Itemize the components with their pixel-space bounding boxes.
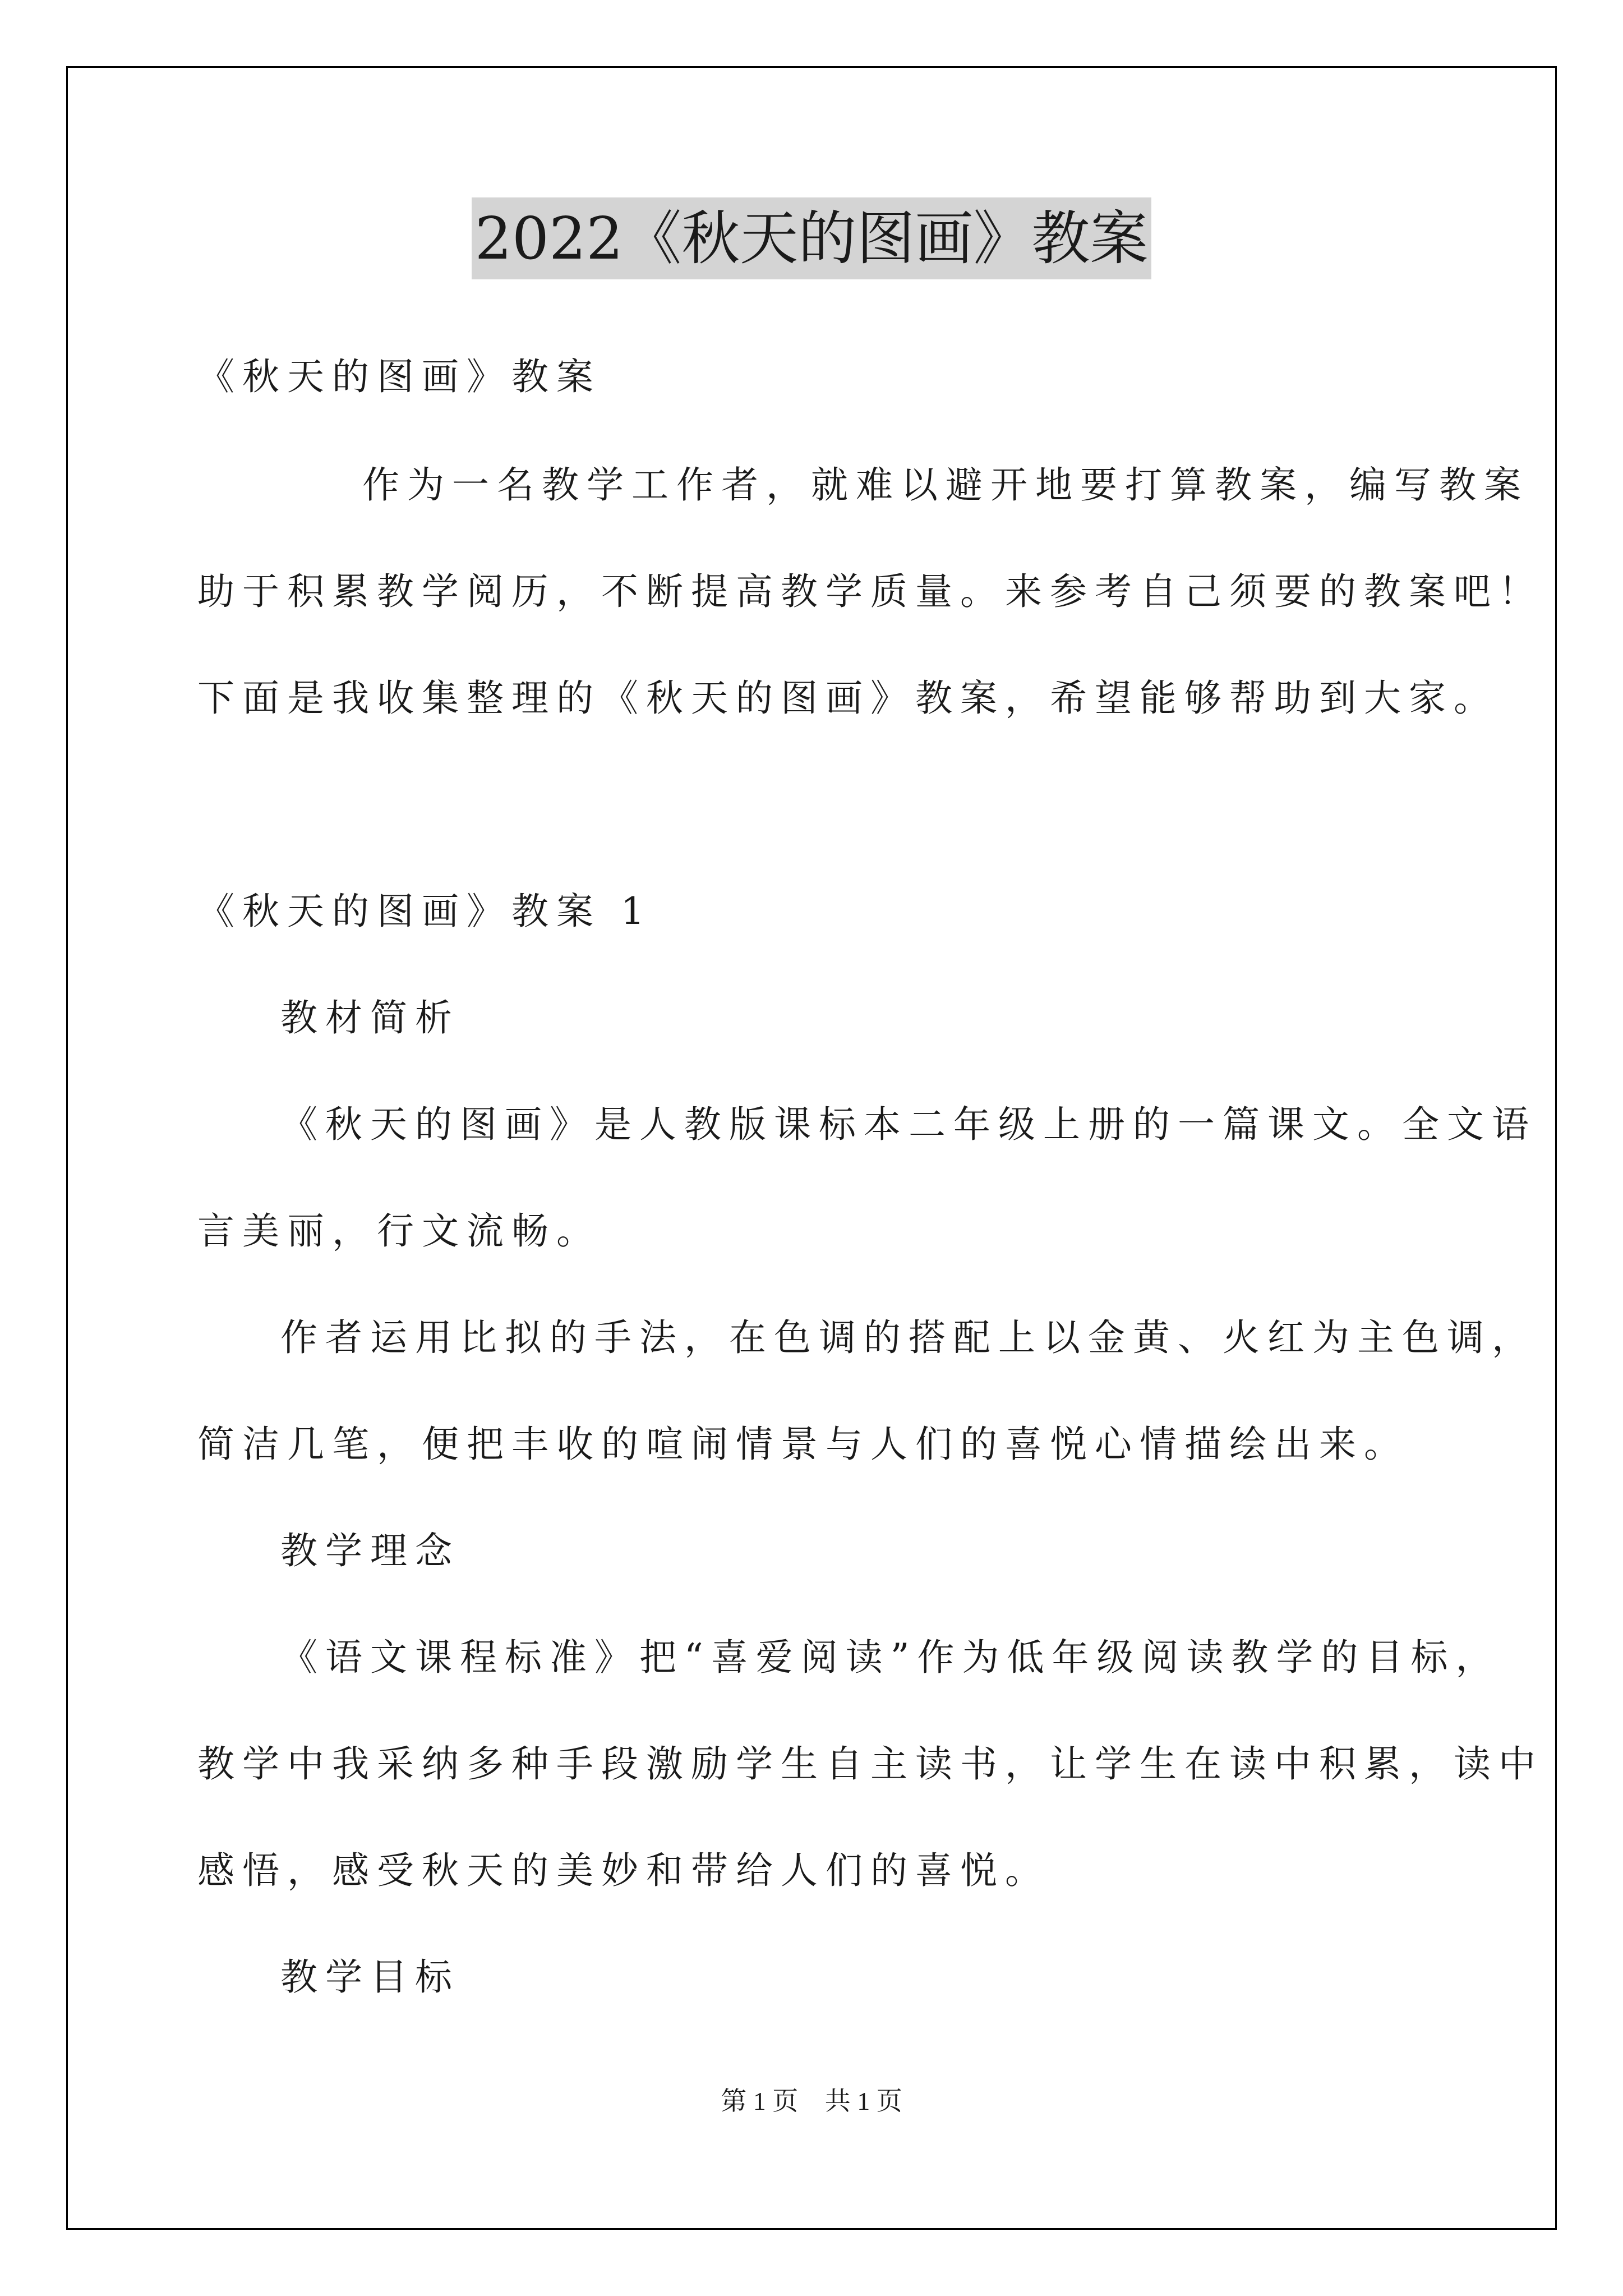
intro-line-3: 下面是我收集整理的《秋天的图画》教案，希望能够帮助到大家。 bbox=[197, 677, 1498, 720]
paragraph-line: 言美丽，行文流畅。 bbox=[197, 1209, 601, 1253]
paragraph-line: 《语文课程标准》把“喜爱阅读”作为低年级阅读教学的目标， bbox=[280, 1636, 1501, 1679]
page-number: 第 1 页 bbox=[721, 2087, 799, 2115]
paragraph-line: 感悟，感受秋天的美妙和带给人们的喜悦。 bbox=[197, 1849, 1050, 1892]
subtitle-line: 《秋天的图画》教案 bbox=[197, 355, 601, 398]
intro-line-1: 作为一名教学工作者，就难以避开地要打算教案，编写教案 bbox=[362, 463, 1529, 507]
paragraph-line: 《秋天的图画》是人教版课标本二年级上册的一篇课文。全文语 bbox=[280, 1103, 1537, 1146]
page-total: 共 1 页 bbox=[824, 2087, 902, 2115]
paragraph-line: 作者运用比拟的手法，在色调的搭配上以金黄、火红为主色调， bbox=[280, 1316, 1537, 1359]
title-container bbox=[0, 197, 1623, 279]
heading-materials: 教材简析 bbox=[280, 996, 460, 1039]
heading-objectives: 教学目标 bbox=[280, 1955, 460, 1999]
page-footer bbox=[0, 2086, 1623, 2117]
document-title: 2022《秋天的图画》教案 bbox=[472, 197, 1152, 279]
heading-philosophy: 教学理念 bbox=[280, 1529, 460, 1572]
section-heading-1: 《秋天的图画》教案 1 bbox=[197, 890, 652, 933]
intro-line-2: 助于积累教学阅历，不断提高教学质量。来参考自己须要的教案吧！ bbox=[197, 570, 1543, 613]
paragraph-line: 简洁几笔，便把丰收的喧闹情景与人们的喜悦心情描绘出来。 bbox=[197, 1423, 1409, 1466]
paragraph-line: 教学中我采纳多种手段激励学生自主读书，让学生在读中积累，读中 bbox=[197, 1742, 1543, 1786]
